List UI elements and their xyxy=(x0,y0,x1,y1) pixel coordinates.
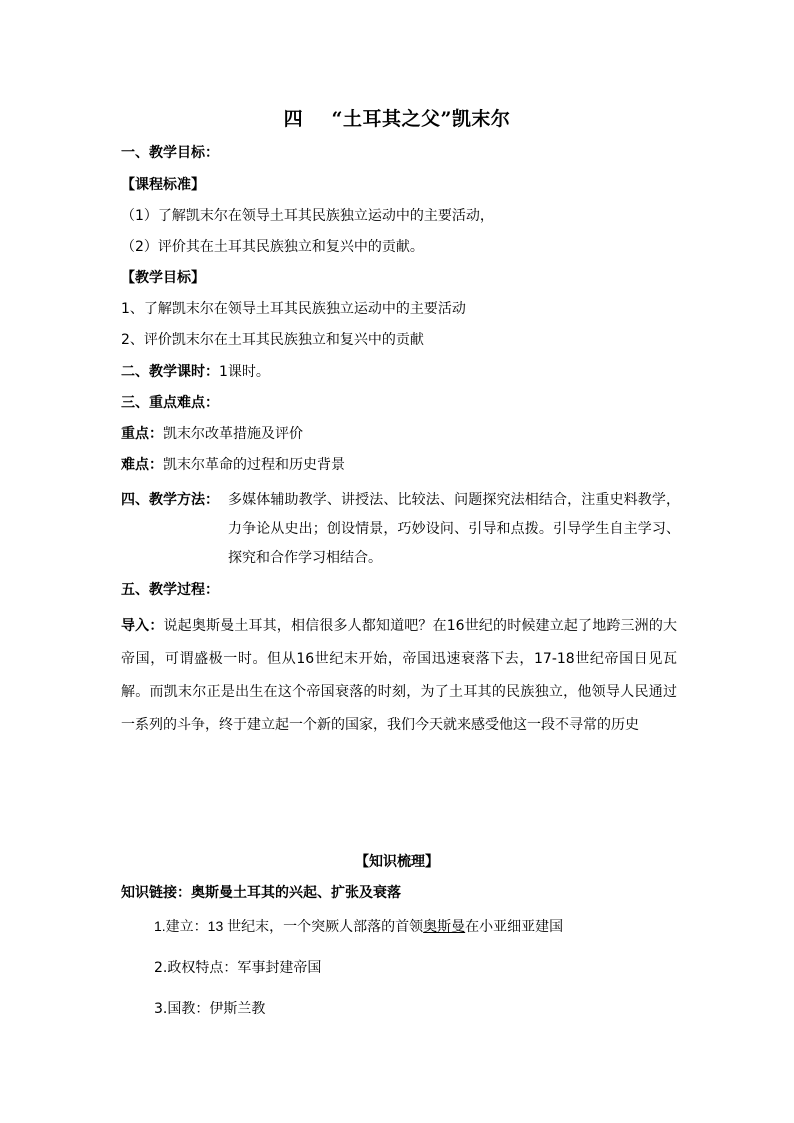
difficult-point-line xyxy=(121,455,345,475)
knowledge-item-1-underlined: 奥斯曼 xyxy=(423,918,466,934)
hours-line xyxy=(121,362,270,382)
knowledge-item-2: 2.政权特点：军事封建帝国 xyxy=(154,960,322,976)
knowledge-item-1-suffix: 在小亚细亚建国 xyxy=(465,918,564,934)
standard-item-2: （2）评价其在土耳其民族独立和复兴中的贡献。 xyxy=(121,239,424,255)
knowledge-link-heading: 知识链接：奥斯曼土耳其的兴起、扩张及衰落 xyxy=(121,885,401,901)
goal-item-2: 2、评价凯末尔在土耳其民族独立和复兴中的贡献 xyxy=(121,332,424,348)
goals-heading: 一、教学目标： xyxy=(121,145,219,161)
knowledge-item-1 xyxy=(154,916,563,936)
goal-item-1: 1、了解凯末尔在领导土耳其民族独立运动中的主要活动 xyxy=(121,301,466,317)
knowledge-item-3: 3.国教：伊斯兰教 xyxy=(154,1001,266,1017)
standard-item-1: （1）了解凯末尔在领导土耳其民族独立运动中的主要活动， xyxy=(121,208,494,224)
difficult-point-value: 凯末尔革命的过程和历史背景 xyxy=(163,457,345,473)
hours-value: 1课时。 xyxy=(219,364,270,380)
key-point-label: 重点： xyxy=(121,426,163,442)
key-point-value: 凯末尔改革措施及评价 xyxy=(163,426,303,442)
key-point-line xyxy=(121,424,303,444)
knowledge-item-1-prefix: 1.建立：13 世纪末，一个突厥人部落的首领 xyxy=(154,918,424,934)
hours-label: 二、教学课时： xyxy=(121,364,219,380)
key-points-heading: 三、重点难点： xyxy=(121,395,219,411)
intro-label: 导入： xyxy=(121,618,164,634)
process-heading: 五、教学过程： xyxy=(121,582,219,598)
teaching-goals-heading: 【教学目标】 xyxy=(121,270,205,286)
methods-label: 四、教学方法： xyxy=(121,492,219,508)
intro-paragraph xyxy=(121,610,677,742)
page-title: 四 “土耳其之父”凯末尔 xyxy=(283,108,511,130)
difficult-point-label: 难点： xyxy=(121,457,163,473)
methods-text: 多媒体辅助教学、讲授法、比较法、问题探究法相结合，注重史料教学，力争论从史出；创设情景，巧妙设问、引导和点拨。引导学生自主学习、探究和合作学习相结合。 xyxy=(228,492,680,566)
curriculum-standard-heading: 【课程标准】 xyxy=(121,177,205,193)
intro-text: 说起奥斯曼土耳其，相信很多人都知道吧？在16世纪的时候建立起了地跨三洲的大帝国，可谓盛极一时。但从16世纪末开始，帝国迅速衰落下去，17-18世纪帝国日见瓦解。而凯末尔正是出生在这个帝国衰落的时刻，为了土耳其的民族独立，他领导人民通过一系列的斗争，终于建立起一个新的国家，我们今天就来感受他这一段不寻常的历史 xyxy=(121,618,678,733)
knowledge-heading: 【知识梳理】 xyxy=(355,854,439,870)
